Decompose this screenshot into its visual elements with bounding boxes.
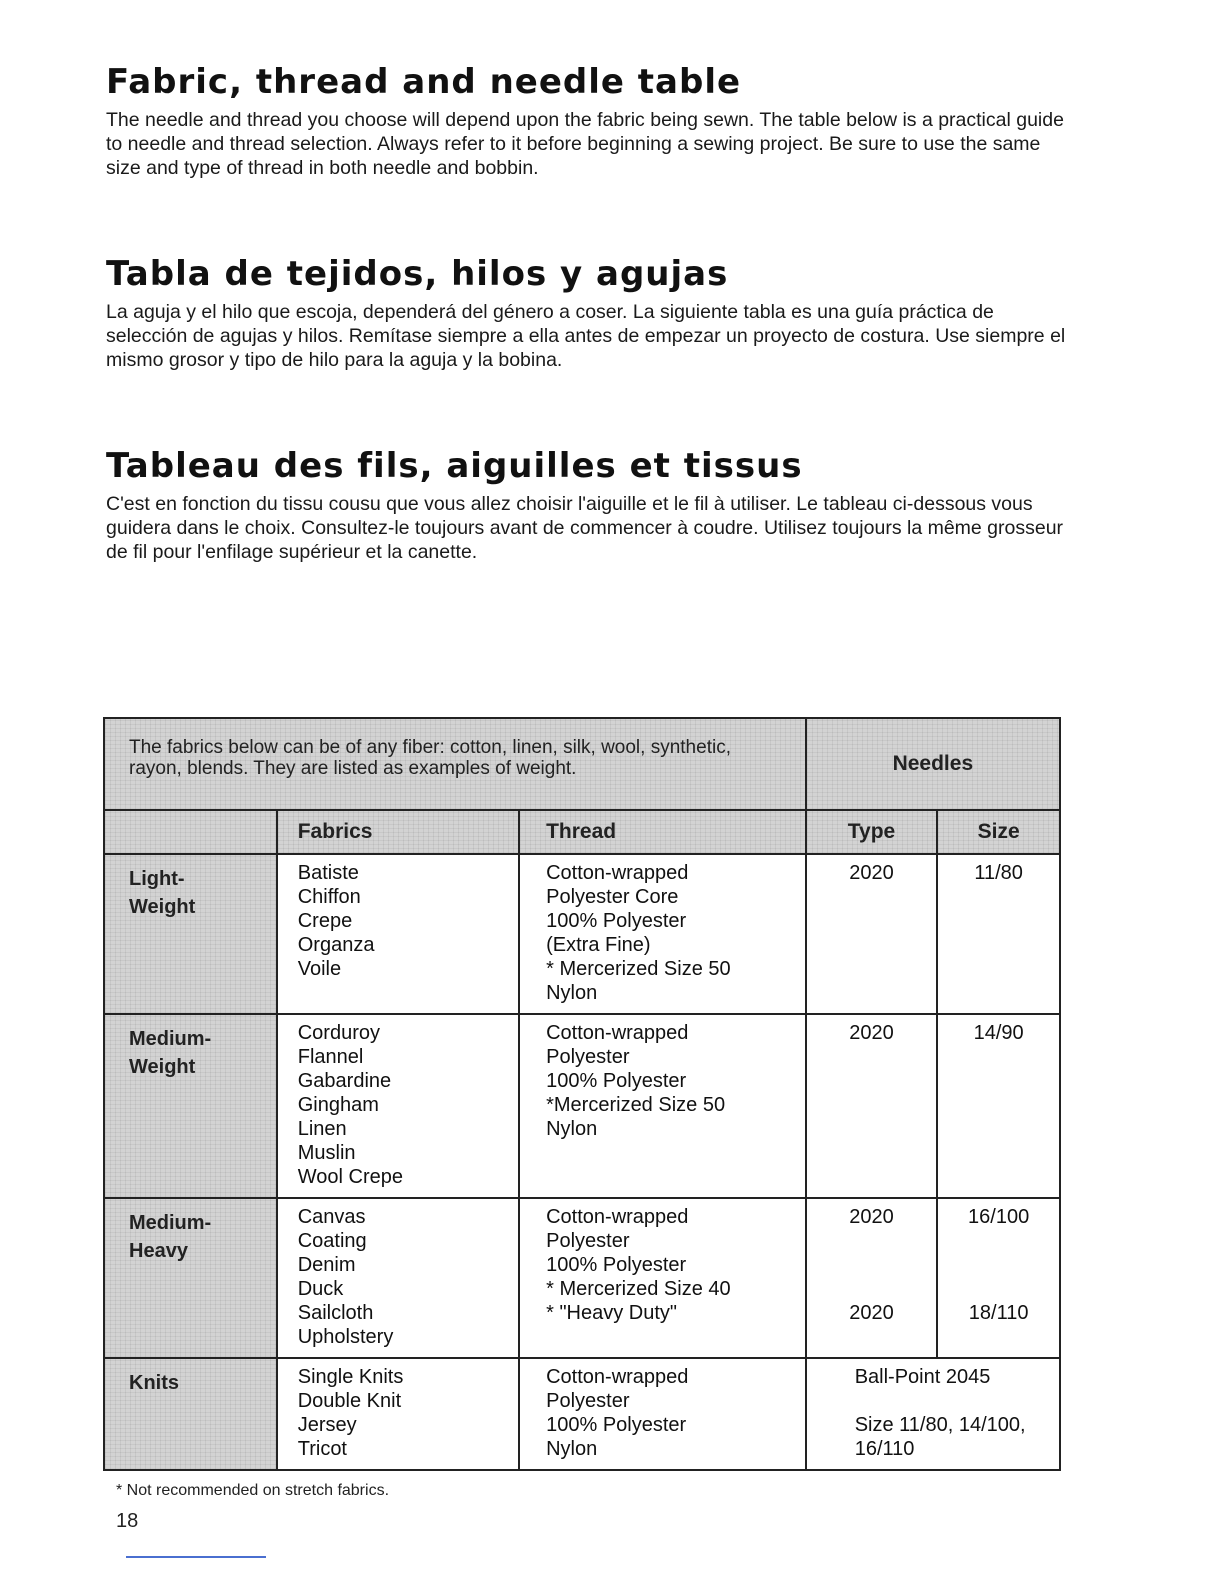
list-item: Corduroy [297,1022,380,1044]
list-item: Gabardine [297,1070,392,1092]
size-header: Size [937,810,1060,854]
list-item: Tricot [297,1438,347,1460]
list-item: Polyester [546,1046,630,1068]
list-item: 100% Polyester [546,1254,687,1276]
needle-type-cell [806,1014,938,1198]
needle-type-cell [806,1198,938,1358]
fabrics-cell [277,854,519,1014]
category-text: Knits [129,1372,179,1394]
list-item: Upholstery [297,1326,394,1348]
list-item: 16/110 [854,1438,915,1460]
list-item: 14/90 [973,1022,1024,1044]
list-item: Flannel [297,1046,364,1068]
list-item: Nylon [546,1438,598,1460]
thread-cell [519,1014,806,1198]
table-row [104,854,1060,1014]
needle-type-cell [806,854,938,1014]
thread-header: Thread [519,810,806,854]
list-item: Crepe [297,910,353,932]
footnote: * Not recommended on stretch fabrics. [116,1482,390,1499]
bottom-rule [126,1556,266,1558]
list-item: Coating [297,1230,367,1252]
list-item: 100% Polyester [546,1414,687,1436]
page-number: 18 [116,1510,139,1532]
list-item: * Mercerized Size 50 [546,958,731,980]
list-item: * Mercerized Size 40 [546,1278,731,1300]
list-item: *Mercerized Size 50 [546,1094,726,1116]
fabrics-cell [277,1198,519,1358]
list-item: Nylon [546,1118,598,1140]
list-item: Duck [297,1278,344,1300]
needle-size-cell [937,1014,1060,1198]
list-item: Size 11/80, 14/100, [854,1414,1026,1436]
thread-cell [519,854,806,1014]
fabrics-header: Fabrics [277,810,519,854]
list-item: 2020 [849,1022,894,1044]
list-item: Wool Crepe [297,1166,403,1188]
list-item: Voile [297,958,342,980]
section-title: Fabric, thread and needle table [106,62,742,102]
fabrics-cell [277,1358,519,1470]
list-item: Single Knits [297,1366,404,1388]
list-item: Chiffon [297,886,361,908]
knit-needles-cell [806,1358,1060,1470]
list-item: Double Knit [297,1390,402,1412]
list-item: 100% Polyester [546,1070,687,1092]
list-item: Polyester [546,1390,630,1412]
list-item: Muslin [297,1142,356,1164]
fabrics-cell [277,1014,519,1198]
category-label [104,1198,277,1358]
list-item: Batiste [297,862,359,884]
list-item: Polyester Core [546,886,679,908]
section-title: Tabla de tejidos, hilos y agujas [106,254,729,294]
list-item: 100% Polyester [546,910,687,932]
section-title: Tableau des fils, aiguilles et tissus [106,446,803,486]
table-row [104,1198,1060,1358]
list-item: 2020 [849,1302,894,1324]
type-header: Type [806,810,938,854]
list-item: Organza [297,934,375,956]
needle-size-cell [937,854,1060,1014]
list-item: Polyester [546,1230,630,1252]
list-item: Sailcloth [297,1302,374,1324]
table-row [104,1014,1060,1198]
section-spanish [106,254,1066,372]
list-item: 2020 [849,862,894,884]
list-item: Jersey [297,1414,357,1436]
section-french [106,446,1066,564]
category-label [104,854,277,1014]
table-intro: The fabrics below can be of any fiber: cotton, linen, silk, wool, synthetic, rayon, blends. They are listed as examples of weight. [104,718,806,810]
list-item: Cotton-wrapped [546,1206,689,1228]
section-english [106,62,1066,180]
needle-size-cell [937,1198,1060,1358]
category-header-blank [104,810,277,854]
section-body: La aguja y el hilo que escoja, dependerá del género a coser. La siguiente tabla es una guía práctica de selección de agujas y hilos. Remítase siempre a ella antes de empezar un proyecto de costura. Use siempre el mismo grosor y tipo de hilo para la aguja y la bobina. [106,301,1066,371]
table-row [104,1358,1060,1470]
list-item: * "Heavy Duty" [546,1302,678,1324]
category-label [104,1014,277,1198]
list-item: 2020 [849,1206,894,1228]
category-text: Light-Weight [129,868,196,918]
list-item: 16/100 [968,1206,1030,1228]
list-item: 11/80 [974,862,1023,884]
list-item: Canvas [297,1206,366,1228]
list-item: (Extra Fine) [546,934,651,956]
list-item: Cotton-wrapped [546,862,689,884]
list-item: Cotton-wrapped [546,1022,689,1044]
category-label [104,1358,277,1470]
thread-cell [519,1358,806,1470]
category-text: Medium-Weight [129,1028,212,1078]
section-body: The needle and thread you choose will depend upon the fabric being sewn. The table below is a practical guide to needle and thread selection. Always refer to it before beginning a sewing project. Be sure to use the same size and type of thread in both needle and bobbin. [106,109,1064,179]
section-body: C'est en fonction du tissu cousu que vous allez choisir l'aiguille et le fil à utiliser. Le tableau ci-dessous vous guidera dans le choix. Consultez-le toujours avant de commencer à coudre. Utilisez toujours la même grosseur de fil pour l'enfilage supérieur et la canette. [106,493,1064,563]
thread-cell [519,1198,806,1358]
list-item: Linen [297,1118,347,1140]
fabric-thread-needle-table [103,717,1061,1471]
list-item: Ball-Point 2045 [854,1366,991,1388]
category-text: Medium-Heavy [129,1212,212,1262]
list-item: Nylon [546,982,598,1004]
list-item: Cotton-wrapped [546,1366,689,1388]
list-item: 18/110 [968,1302,1029,1324]
list-item: Gingham [297,1094,379,1116]
needles-header: Needles [806,718,1060,810]
list-item: Denim [297,1254,356,1276]
